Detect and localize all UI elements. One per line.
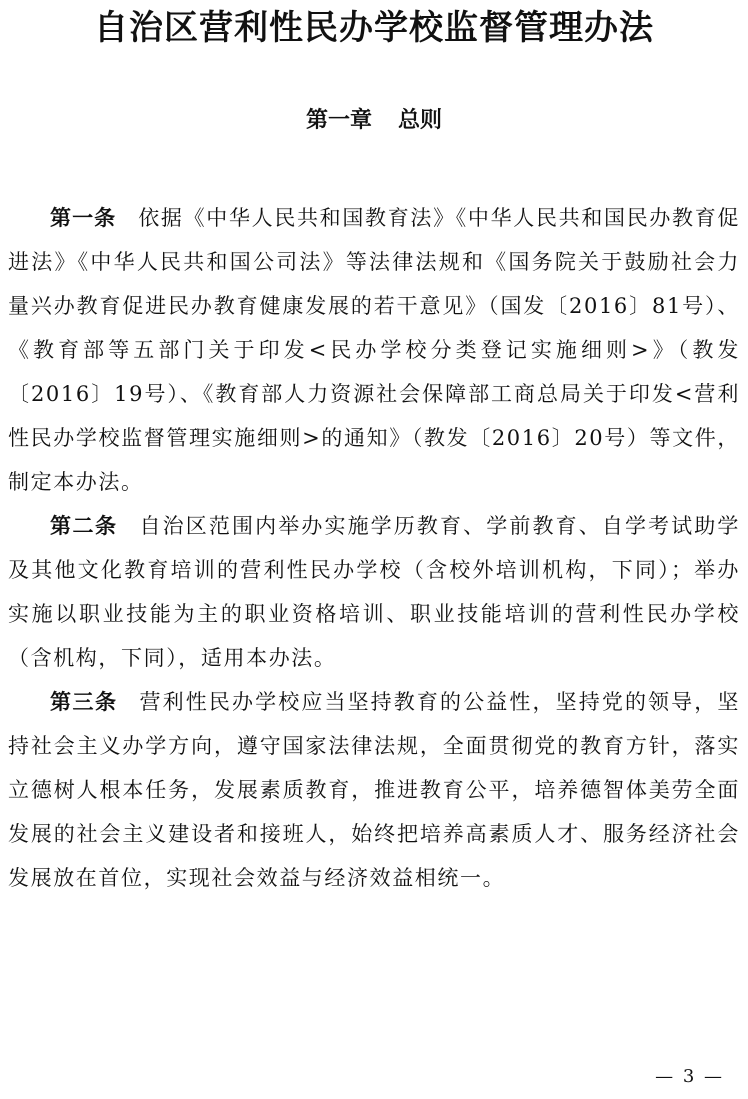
page-number: — 3 — <box>655 1066 724 1087</box>
chapter-number: 第一章 <box>305 108 372 133</box>
article-3 <box>8 680 740 900</box>
chapter-name: 总则 <box>398 108 443 133</box>
article-label: 第三条 <box>50 690 118 714</box>
article-label: 第一条 <box>50 206 117 230</box>
article-1 <box>8 196 740 504</box>
article-2 <box>8 504 740 680</box>
document-body <box>8 196 740 900</box>
article-text: 自治区范围内举办实施学历教育、学前教育、自学考试助学及其他文化教育培训的营利性民办学校（含校外培训机构，下同）；举办实施以职业技能为主的职业资格培训、职业技能培训的营利性民办学校（含机构，下同），适用本办法。 <box>8 514 740 670</box>
article-text: 依据《中华人民共和国教育法》《中华人民共和国民办教育促进法》《中华人民共和国公司法》等法律法规和《国务院关于鼓励社会力量兴办教育促进民办教育健康发展的若干意见》（国发〔2016〕81号）、《教育部等五部门关于印发<民办学校分类登记实施细则>》（教发〔2016〕19号）、《教育部人力资源社会保障部工商总局关于印发<营利性民办学校监督管理实施细则>的通知》（教发〔2016〕20号）等文件，制定本办法。 <box>8 206 741 494</box>
article-text: 营利性民办学校应当坚持教育的公益性，坚持党的领导，坚持社会主义办学方向，遵守国家法律法规，全面贯彻党的教育方针，落实立德树人根本任务，发展素质教育，推进教育公平，培养德智体美劳全面发展的社会主义建设者和接班人，始终把培养高素质人才、服务经济社会发展放在首位，实现社会效益与经济效益相统一。 <box>8 690 740 890</box>
chapter-heading <box>0 106 748 136</box>
article-label: 第二条 <box>50 514 118 538</box>
document-title: 自治区营利性民办学校监督管理办法 <box>94 8 654 48</box>
